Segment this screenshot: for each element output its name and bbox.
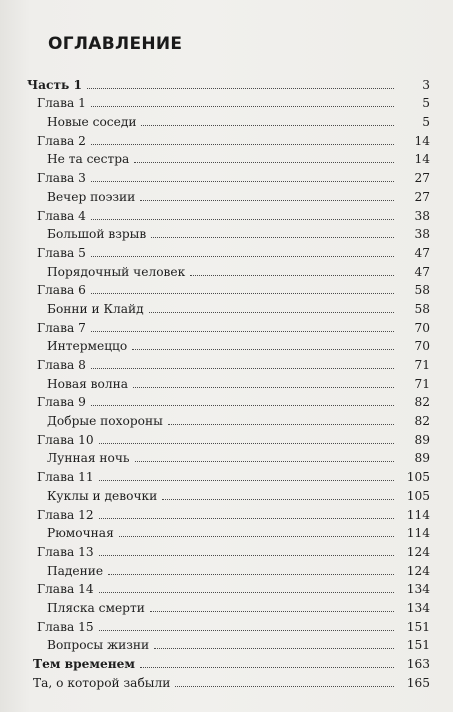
toc-entry-page-number: 165 <box>406 675 430 690</box>
toc-entry-page-number: 58 <box>414 301 430 316</box>
toc-entry-title: Новые соседи <box>47 115 137 130</box>
dot-leader <box>87 88 394 89</box>
toc-entry-page-number: 3 <box>422 77 430 92</box>
toc-entry-title: Глава 13 <box>37 544 94 559</box>
toc-entry-title: Глава 2 <box>37 133 86 148</box>
toc-entry-title: Вопросы жизни <box>47 638 150 653</box>
toc-entry-page-number: 124 <box>406 544 430 559</box>
dot-leader <box>150 611 394 612</box>
toc-entry <box>0 465 453 484</box>
toc-entry <box>0 73 453 92</box>
toc-entry-title: Не та сестра <box>47 152 130 167</box>
toc-entry-title: Бонни и Клайд <box>47 301 144 316</box>
toc-entry <box>0 335 453 354</box>
toc-entry-page-number: 114 <box>406 507 430 522</box>
toc-entry-title: Глава 15 <box>37 619 94 634</box>
toc-entry <box>0 578 453 597</box>
dot-leader <box>91 368 394 369</box>
dot-leader <box>91 256 394 257</box>
toc-entry <box>0 652 453 671</box>
toc-entry <box>0 297 453 316</box>
dot-leader <box>132 349 394 350</box>
toc-entry <box>0 223 453 242</box>
dot-leader <box>99 518 394 519</box>
toc-entry-page-number: 105 <box>406 488 430 503</box>
toc-entry-page-number: 58 <box>414 283 430 298</box>
toc-entry <box>0 92 453 111</box>
toc-entry-page-number: 89 <box>414 451 430 466</box>
toc-entry <box>0 129 453 148</box>
toc-entry-title: Глава 12 <box>37 507 94 522</box>
toc-entry-page-number: 47 <box>414 264 430 279</box>
toc-entry-title: Куклы и девочки <box>47 488 158 503</box>
dot-leader <box>134 162 394 163</box>
toc-entry-page-number: 14 <box>414 152 430 167</box>
dot-leader <box>175 686 394 687</box>
toc-entry-page-number: 70 <box>414 320 430 335</box>
dot-leader <box>119 536 394 537</box>
toc-entry-title: Глава 3 <box>37 171 86 186</box>
toc-entry <box>0 671 453 690</box>
toc-entry <box>0 484 453 503</box>
dot-leader <box>154 648 394 649</box>
toc-entry <box>0 110 453 129</box>
toc-entry-title: Новая волна <box>47 376 128 391</box>
dot-leader <box>91 331 394 332</box>
dot-leader <box>99 592 394 593</box>
toc-entry-title: Глава 4 <box>37 208 86 223</box>
dot-leader <box>140 667 394 668</box>
dot-leader <box>91 106 394 107</box>
toc-entry-page-number: 5 <box>422 96 430 111</box>
toc-entry-page-number: 163 <box>406 657 430 671</box>
toc-entry-page-number: 89 <box>414 432 430 447</box>
toc-entry-title: Пляска смерти <box>47 600 145 615</box>
toc-entry-page-number: 70 <box>414 339 430 354</box>
dot-leader <box>99 443 394 444</box>
toc-entry-title: Глава 14 <box>37 582 94 597</box>
dot-leader <box>91 405 394 406</box>
toc-entry-title: Глава 10 <box>37 432 94 447</box>
dot-leader <box>99 630 394 631</box>
table-of-contents <box>0 73 453 690</box>
toc-entry-title: Интермеццо <box>47 339 128 354</box>
toc-entry-title: Глава 9 <box>37 395 86 410</box>
toc-entry-page-number: 82 <box>414 395 430 410</box>
toc-entry-page-number: 134 <box>406 582 430 597</box>
toc-entry-title: Добрые похороны <box>47 414 163 429</box>
toc-entry-title: Глава 6 <box>37 283 86 298</box>
toc-entry-title: Падение <box>47 563 104 578</box>
dot-leader <box>162 499 394 500</box>
toc-entry-title: Та, о которой забыли <box>33 675 171 690</box>
toc-entry <box>0 522 453 541</box>
toc-entry-page-number: 114 <box>406 526 430 541</box>
toc-entry <box>0 559 453 578</box>
dot-leader <box>133 387 394 388</box>
toc-entry-title: Порядочный человек <box>47 264 186 279</box>
toc-entry-page-number: 151 <box>406 619 430 634</box>
dot-leader <box>91 181 394 182</box>
toc-entry-title: Глава 7 <box>37 320 86 335</box>
toc-entry-page-number: 134 <box>406 600 430 615</box>
toc-entry-page-number: 71 <box>414 376 430 391</box>
dot-leader <box>190 275 394 276</box>
page-title: ОГЛАВЛЕНИЕ <box>48 34 183 54</box>
toc-entry <box>0 540 453 559</box>
toc-entry <box>0 615 453 634</box>
toc-entry-title: Глава 5 <box>37 245 86 260</box>
toc-entry <box>0 503 453 522</box>
toc-entry-title: Глава 8 <box>37 358 86 372</box>
toc-entry <box>0 372 453 391</box>
dot-leader <box>141 125 394 126</box>
toc-entry-page-number: 151 <box>406 638 430 653</box>
toc-entry-title: Большой взрыв <box>47 227 147 242</box>
toc-entry-page-number: 47 <box>414 245 430 260</box>
dot-leader <box>168 424 394 425</box>
toc-entry <box>0 260 453 279</box>
toc-entry <box>0 634 453 653</box>
toc-entry-page-number: 82 <box>414 414 430 429</box>
toc-entry <box>0 241 453 260</box>
dot-leader <box>99 555 394 556</box>
toc-entry-title: Часть 1 <box>27 77 82 92</box>
dot-leader <box>91 219 394 220</box>
toc-entry-title: Глава 11 <box>37 470 94 485</box>
dot-leader <box>99 480 394 481</box>
dot-leader <box>149 312 394 313</box>
toc-entry-title: Глава 1 <box>37 96 86 111</box>
toc-entry <box>0 353 453 372</box>
toc-entry-title: Рюмочная <box>47 526 114 541</box>
toc-entry-title: Лунная ночь <box>47 451 130 466</box>
toc-entry <box>0 185 453 204</box>
toc-entry <box>0 409 453 428</box>
toc-entry-page-number: 38 <box>414 227 430 242</box>
toc-entry-page-number: 27 <box>414 171 430 186</box>
toc-entry <box>0 204 453 223</box>
toc-entry <box>0 166 453 185</box>
toc-entry-page-number: 124 <box>406 563 430 578</box>
toc-entry-page-number: 5 <box>422 115 430 130</box>
toc-entry <box>0 447 453 466</box>
toc-entry <box>0 391 453 410</box>
toc-entry-page-number: 71 <box>414 358 430 372</box>
toc-entry <box>0 316 453 335</box>
dot-leader <box>91 144 394 145</box>
toc-entry <box>0 279 453 298</box>
dot-leader <box>151 237 394 238</box>
toc-entry-page-number: 38 <box>414 208 430 223</box>
toc-entry-page-number: 14 <box>414 133 430 148</box>
toc-entry-page-number: 105 <box>406 470 430 485</box>
toc-entry-title: Тем временем <box>33 657 135 671</box>
dot-leader <box>140 200 394 201</box>
dot-leader <box>91 293 394 294</box>
toc-entry-title: Вечер поэзии <box>47 189 136 204</box>
toc-entry <box>0 428 453 447</box>
toc-entry-page-number: 27 <box>414 189 430 204</box>
dot-leader <box>108 574 394 575</box>
toc-entry <box>0 596 453 615</box>
toc-entry <box>0 148 453 167</box>
dot-leader <box>135 461 394 462</box>
